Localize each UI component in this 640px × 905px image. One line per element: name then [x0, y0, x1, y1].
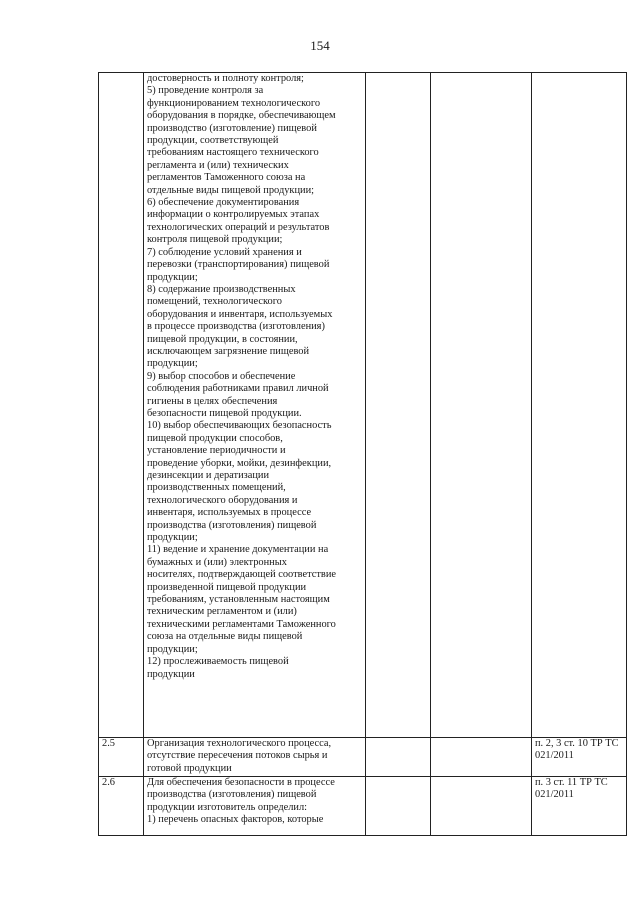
text-line: дезинсекции и дератизации [147, 470, 270, 481]
requirement-text-cell [144, 738, 366, 777]
text-line: безопасности пищевой продукции. [147, 407, 302, 419]
text-line: достоверность и полноту контроля; [147, 73, 304, 84]
reference-line: п. 3 ст. 11 ТР ТС [535, 777, 608, 788]
text-line: перевозки (транспортирования) пищевой [147, 259, 330, 271]
text-line: 12) прослеживаемость пищевой [147, 656, 289, 668]
text-line: техническими регламентами Таможенного [147, 618, 336, 630]
text-line: продукции изготовитель определил: [147, 801, 308, 813]
text-line: Организация технологического процесса, [147, 738, 332, 749]
text-line: помещений, технологического [147, 296, 282, 308]
page-number: 154 [310, 38, 330, 53]
text-line: требованиям настоящего технического [147, 147, 319, 159]
empty-cell [366, 73, 431, 738]
text-line: 7) соблюдение условий хранения и [147, 246, 302, 258]
empty-cell [366, 738, 431, 777]
requirement-text-cell [144, 73, 366, 738]
text-line: инвентаря, используемых в процессе [147, 507, 312, 519]
text-line: союза на отдельные виды пищевой [147, 631, 303, 643]
text-line: установление периодичности и [147, 445, 286, 457]
reference-line: п. 2, 3 ст. 10 ТР ТС [535, 738, 619, 749]
text-line: 5) проведение контроля за [147, 85, 264, 97]
table-row [99, 73, 627, 738]
item-number-cell [99, 73, 144, 738]
text-line: техническим регламентом и (или) [147, 606, 297, 618]
text-line: продукции; [147, 532, 198, 544]
table-row [99, 777, 627, 836]
text-line: продукции; [147, 643, 198, 655]
item-number-cell: 2.6 [99, 777, 144, 836]
text-line: производство (изготовление) пищевой [147, 122, 317, 134]
text-line: 1) перечень опасных факторов, которые [147, 814, 324, 826]
text-line: 8) содержание производственных [147, 283, 296, 295]
text-line: отсутствие пересечения потоков сырья и [147, 750, 328, 762]
reference-cell [532, 738, 627, 777]
text-line: 6) обеспечение документирования [147, 197, 300, 209]
empty-cell [431, 738, 532, 777]
text-line: Для обеспечения безопасности в процессе [147, 777, 335, 788]
text-line: бумажных и (или) электронных [147, 556, 287, 568]
text-line: произведенной пищевой продукции [147, 581, 307, 593]
text-line: продукции; [147, 271, 198, 283]
reference-line: 021/2011 [535, 789, 574, 801]
text-line: технологического оборудования и [147, 494, 298, 506]
empty-cell [431, 73, 532, 738]
text-line: гигиены в целях обеспечения [147, 395, 278, 407]
text-line: регламентов Таможенного союза на [147, 172, 306, 184]
reference-line: 021/2011 [535, 750, 574, 762]
text-line: продукции, соответствующей [147, 135, 279, 147]
text-line: 10) выбор обеспечивающих безопасность [147, 420, 332, 432]
reference-cell [532, 777, 627, 836]
text-line: соблюдения работниками правил личной [147, 383, 329, 395]
item-number-cell: 2.5 [99, 738, 144, 777]
text-line: регламента и (или) технических [147, 159, 289, 171]
text-line: продукции; [147, 358, 198, 370]
text-line: исключающем загрязнение пищевой [147, 345, 310, 357]
requirement-text-cell [144, 777, 366, 836]
text-line: технологических операций и результатов [147, 221, 330, 233]
requirements-table [98, 72, 627, 836]
text-line: проведение уборки, мойки, дезинфекции, [147, 457, 332, 469]
text-line: производства (изготовления) пищевой [147, 519, 317, 531]
empty-cell [431, 777, 532, 836]
text-line: оборудования и инвентаря, используемых [147, 308, 333, 320]
text-line: производственных помещений, [147, 482, 286, 494]
text-line: функционированием технологического [147, 97, 321, 109]
table-row [99, 738, 627, 777]
text-line: в процессе производства (изготовления) [147, 321, 325, 333]
text-line: носителях, подтверждающей соответствие [147, 569, 337, 581]
text-line: требованиям, установленным настоящим [147, 594, 330, 606]
text-line: контроля пищевой продукции; [147, 234, 283, 246]
text-line: информации о контролируемых этапах [147, 209, 320, 221]
text-line: пищевой продукции способов, [147, 432, 283, 444]
text-line: продукции [147, 668, 195, 680]
text-line: 9) выбор способов и обеспечение [147, 370, 296, 382]
text-line: готовой продукции [147, 762, 232, 774]
text-line: отдельные виды пищевой продукции; [147, 184, 315, 196]
text-line: пищевой продукции, в состоянии, [147, 333, 298, 345]
reference-cell [532, 73, 627, 738]
empty-cell [366, 777, 431, 836]
text-line: оборудования в порядке, обеспечивающем [147, 110, 336, 122]
text-line: 11) ведение и хранение документации на [147, 544, 329, 556]
text-line: производства (изготовления) пищевой [147, 789, 317, 801]
